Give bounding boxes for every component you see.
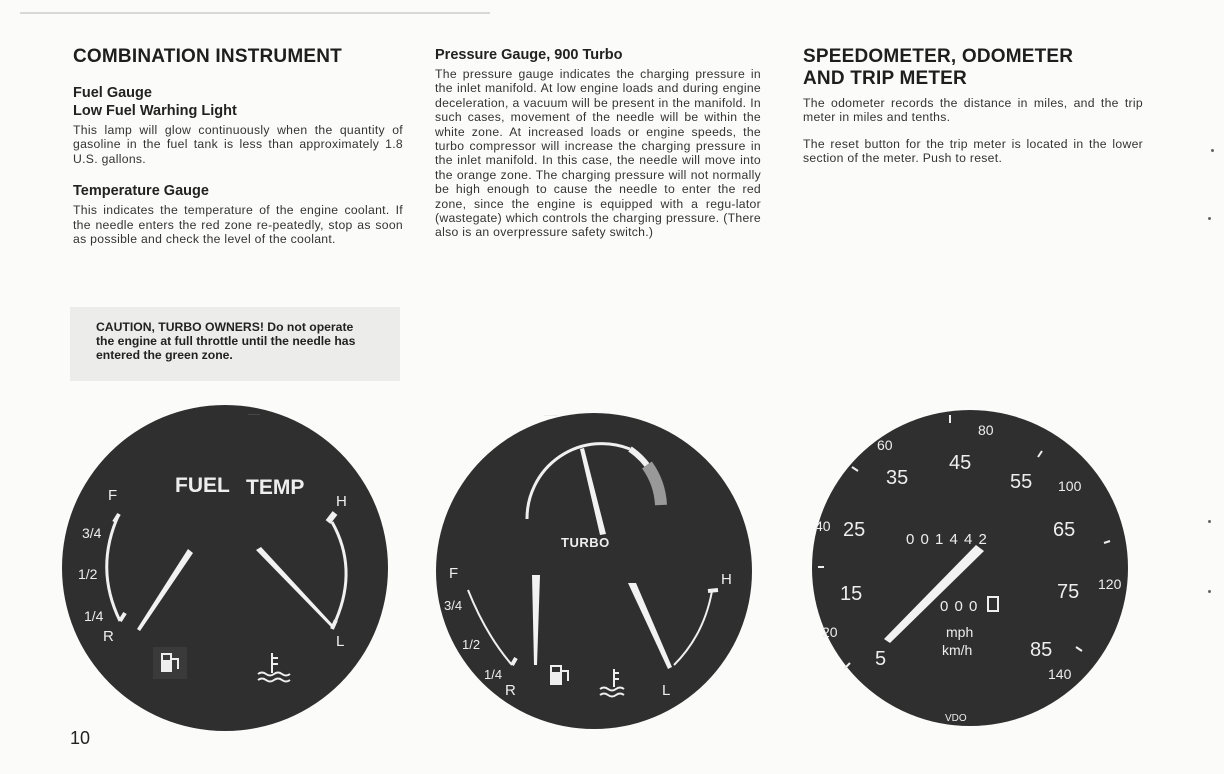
temperature-gauge-text: This indicates the temperature of the engine coolant. If the needle enters the red zone re-peatedly, stop as soon as possible and check the level of the coolant. [73, 203, 403, 247]
speedometer-section [803, 46, 1143, 178]
top-rule [20, 12, 490, 14]
speedometer-gauge [810, 403, 1140, 733]
kmh-tick-20: 20 [822, 624, 838, 640]
caution-box: CAUTION, TURBO OWNERS! Do not operate the engine at full throttle until the needle has entered the green zone. [70, 307, 400, 381]
unit-mph: mph [946, 624, 974, 640]
fuel-mark-14: 1/4 [484, 667, 503, 682]
gauge-face [62, 405, 388, 731]
mph-tick-75: 75 [1057, 581, 1080, 603]
fuel-mark-f: F [449, 565, 459, 582]
temperature-gauge-heading: Temperature Gauge [73, 183, 209, 200]
mph-tick-35: 35 [886, 467, 909, 489]
margin-speck [1211, 149, 1214, 152]
gauge-rim-print: ······ [248, 412, 260, 418]
fuel-gauge-heading: Fuel Gauge [73, 85, 152, 101]
section-title: COMBINATION INSTRUMENT [73, 46, 342, 67]
fuel-mark-r: R [505, 682, 516, 699]
mph-tick-25: 25 [843, 519, 866, 541]
gauge-rim-print: ······· [544, 413, 558, 419]
margin-speck [1208, 590, 1211, 593]
pressure-gauge-section [435, 46, 761, 240]
kmh-tick-80: 80 [978, 422, 994, 438]
margin-speck [1208, 520, 1211, 523]
odometer-display: 0 0 1 4 4 2 [906, 531, 988, 548]
mph-tick-65: 65 [1053, 519, 1076, 541]
temp-mark-h: H [721, 571, 732, 588]
kmh-tick-140: 140 [1048, 666, 1072, 682]
fuel-mark-r: R [103, 628, 114, 645]
fuel-gauge-text: This lamp will glow continuously when the quantity of gasoline in the fuel tank is less than approximately 1.8 U.S. gallons. [73, 123, 403, 166]
speedometer-title [803, 46, 1143, 90]
pressure-gauge-text: The pressure gauge indicates the charging pressure in the inlet manifold. At low engine loads and during engine deceleration, a vacuum will be present in the manifold. In such cases, movement of the needle will be within the white zone. At increased loads or engine speeds, the turbo compressor will increase the charging pressure in the inlet manifold. In this case, the needle will move into the orange zone. The charging pressure will not normally be high enough to cause the needle to enter the red zone, since the engine is equipped with a regu-lator (wastegate) which controls the charging pressure. (There also is an overpressure safety switch.) [435, 67, 761, 240]
trip-meter-display: 0 0 0 [940, 598, 979, 615]
mph-tick-55: 55 [1010, 471, 1033, 493]
fuel-mark-12: 1/2 [462, 637, 481, 652]
mph-tick-45: 45 [949, 452, 972, 474]
page-number: 10 [70, 728, 91, 748]
fuel-mark-12: 1/2 [78, 566, 98, 582]
kmh-tick-60: 60 [877, 437, 893, 453]
kmh-tick-120: 120 [1098, 576, 1122, 592]
temp-mark-l: L [662, 682, 671, 699]
fuel-mark-f: F [108, 487, 118, 504]
fuel-label: FUEL [175, 474, 230, 497]
fuel-mark-34: 3/4 [82, 525, 102, 541]
mph-tick-5: 5 [875, 648, 887, 670]
kmh-tick-100: 100 [1058, 478, 1082, 494]
fuel-mark-14: 1/4 [84, 608, 104, 624]
mph-tick-85: 85 [1030, 639, 1053, 661]
temp-mark-h: H [336, 493, 347, 510]
reset-text: The reset button for the trip meter is located in the lower section of the meter. Push to reset. [803, 136, 1143, 166]
speedometer-title-line2: AND TRIP METER [803, 68, 967, 89]
combination-instrument-section [73, 46, 403, 246]
turbo-label: TURBO [561, 535, 610, 550]
fuel-mark-34: 3/4 [444, 598, 463, 613]
speedometer-title-line1: SPEEDOMETER, ODOMETER [803, 46, 1074, 67]
temp-tick-h [708, 590, 718, 591]
temp-label: TEMP [246, 476, 305, 499]
odometer-text: The odometer records the distance in miles, and the trip meter in miles and tenths. [803, 96, 1143, 125]
unit-kmh: km/h [942, 642, 973, 658]
temp-mark-l: L [336, 633, 345, 650]
low-fuel-light-heading: Low Fuel Warhing Light [73, 103, 237, 119]
vdo-brand: VDO [945, 713, 967, 724]
fuel-pump-icon [153, 647, 187, 679]
fuel-temp-gauge [60, 403, 390, 733]
turbo-pressure-gauge [434, 403, 764, 733]
mph-tick-15: 15 [840, 583, 863, 605]
margin-speck [1208, 217, 1211, 220]
pressure-gauge-heading: Pressure Gauge, 900 Turbo [435, 47, 623, 63]
kmh-tick-40: 40 [815, 518, 831, 534]
